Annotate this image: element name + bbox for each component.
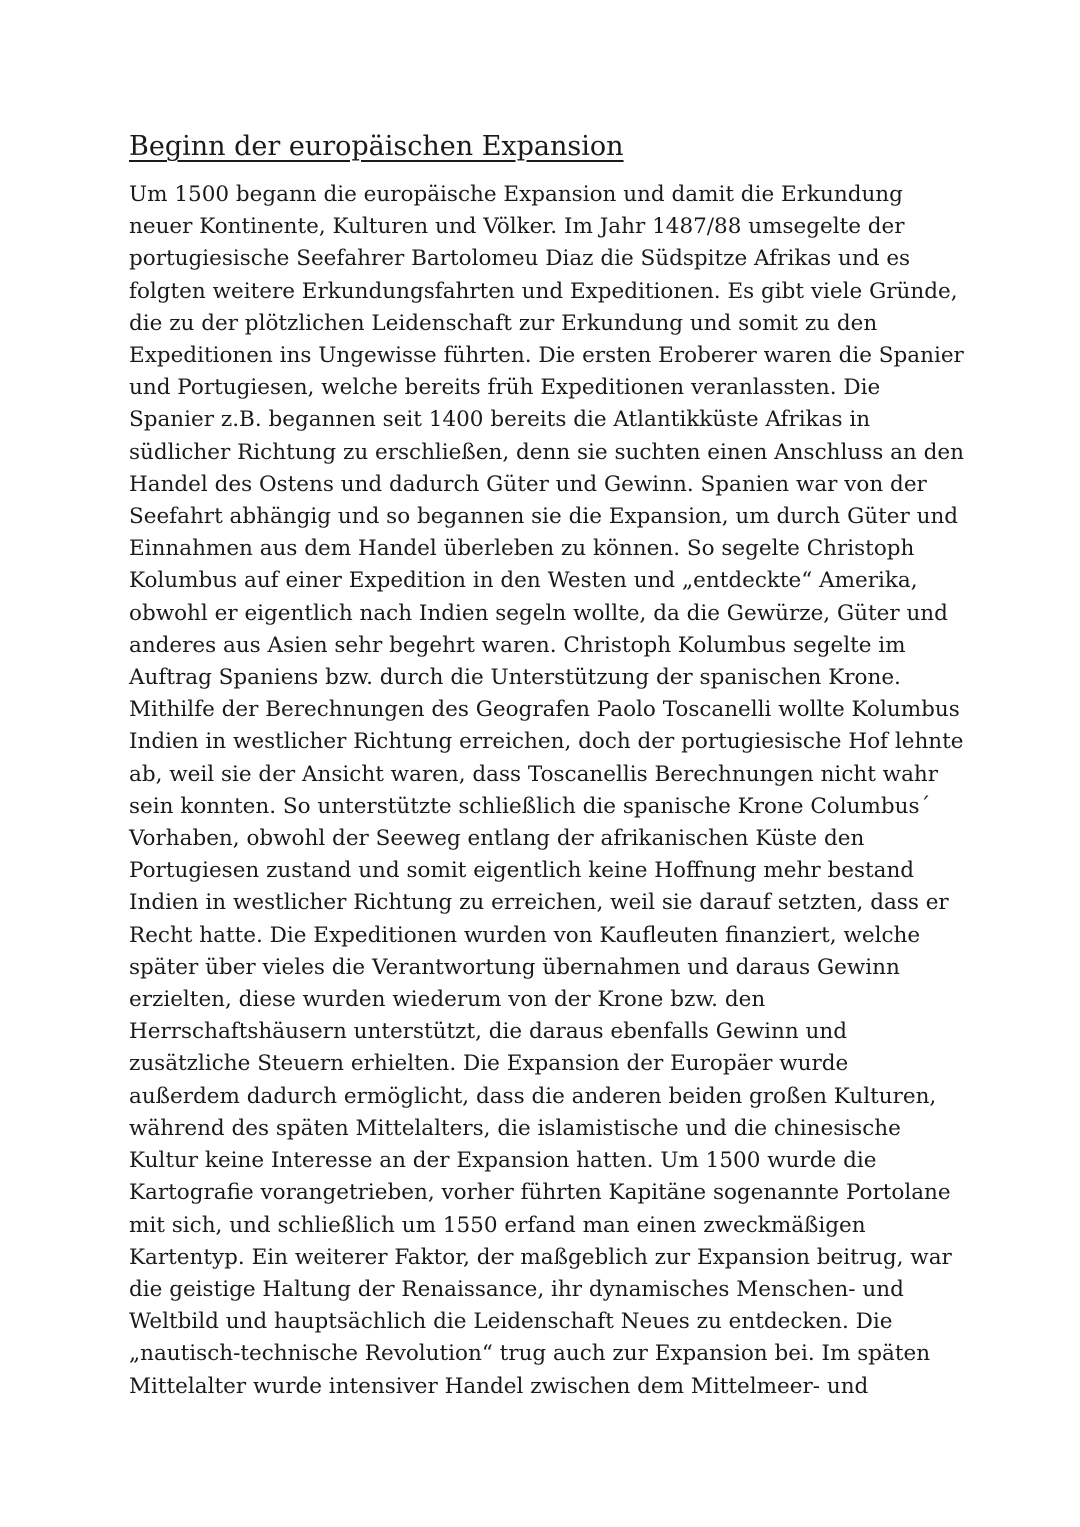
text-line: Indien in westlicher Richtung zu erreichen, weil sie darauf setzten, dass er xyxy=(129,890,949,916)
text-line: anderes aus Asien sehr begehrt waren. Christoph Kolumbus segelte im xyxy=(129,632,906,658)
text-line: Mittelalter wurde intensiver Handel zwischen dem Mittelmeer- und xyxy=(129,1373,869,1399)
text-line: „nautisch-technische Revolution“ trug auch zur Expansion bei. Im späten xyxy=(129,1341,931,1367)
text-line: Spanier z.B. begannen seit 1400 bereits die Atlantikküste Afrikas in xyxy=(129,407,871,433)
text-line: obwohl er eigentlich nach Indien segeln wollte, da die Gewürze, Güter und xyxy=(129,600,948,626)
document-body xyxy=(129,179,1029,1403)
text-line: Auftrag Spaniens bzw. durch die Unterstützung der spanischen Krone. xyxy=(129,665,901,691)
text-line: folgten weitere Erkundungsfahrten und Expeditionen. Es gibt viele Gründe, xyxy=(129,278,958,304)
text-line: Handel des Ostens und dadurch Güter und Gewinn. Spanien war von der xyxy=(129,471,927,497)
text-line: mit sich, und schließlich um 1550 erfand man einen zweckmäßigen xyxy=(129,1212,866,1238)
text-line: Recht hatte. Die Expeditionen wurden von Kaufleuten finanziert, welche xyxy=(129,922,921,948)
document-title: Beginn der europäischen Expansion xyxy=(129,131,624,162)
text-line: während des späten Mittelalters, die islamistische und die chinesische xyxy=(129,1115,901,1141)
text-line: später über vieles die Verantwortung übernahmen und daraus Gewinn xyxy=(129,954,900,980)
text-line: Portugiesen zustand und somit eigentlich keine Hoffnung mehr bestand xyxy=(129,858,915,884)
text-line: Kolumbus auf einer Expedition in den Westen und „entdeckte“ Amerika, xyxy=(129,568,918,594)
text-line: erzielten, diese wurden wiederum von der Krone bzw. den xyxy=(129,987,766,1013)
text-line: die zu der plötzlichen Leidenschaft zur Erkundung und somit zu den xyxy=(129,310,878,336)
text-line: außerdem dadurch ermöglicht, dass die anderen beiden großen Kulturen, xyxy=(129,1083,937,1109)
text-line: Herrschaftshäusern unterstützt, die daraus ebenfalls Gewinn und xyxy=(129,1019,847,1045)
text-line: sein konnten. So unterstützte schließlich die spanische Krone Columbus´ xyxy=(129,793,931,819)
text-line: Kartografie vorangetrieben, vorher führten Kapitäne sogenannte Portolane xyxy=(129,1180,951,1206)
text-line: neuer Kontinente, Kulturen und Völker. Im Jahr 1487/88 umsegelte der xyxy=(129,214,905,240)
text-line: zusätzliche Steuern erhielten. Die Expansion der Europäer wurde xyxy=(129,1051,849,1077)
text-line: Vorhaben, obwohl der Seeweg entlang der afrikanischen Küste den xyxy=(129,826,865,852)
text-line: portugiesische Seefahrer Bartolomeu Diaz die Südspitze Afrikas und es xyxy=(129,246,911,272)
text-line: die geistige Haltung der Renaissance, ihr dynamisches Menschen- und xyxy=(129,1276,904,1302)
text-line: Kultur keine Interesse an der Expansion hatten. Um 1500 wurde die xyxy=(129,1148,877,1174)
text-line: Kartentyp. Ein weiterer Faktor, der maßgeblich zur Expansion beitrug, war xyxy=(129,1244,952,1270)
text-line: und Portugiesen, welche bereits früh Expeditionen veranlassten. Die xyxy=(129,375,881,401)
text-line: Indien in westlicher Richtung erreichen, doch der portugiesische Hof lehnte xyxy=(129,729,964,755)
text-line: Mithilfe der Berechnungen des Geografen Paolo Toscanelli wollte Kolumbus xyxy=(129,697,960,723)
text-line: Einnahmen aus dem Handel überleben zu können. So segelte Christoph xyxy=(129,536,915,562)
text-line: Expeditionen ins Ungewisse führten. Die ersten Eroberer waren die Spanier xyxy=(129,343,964,369)
text-line: südlicher Richtung zu erschließen, denn sie suchten einen Anschluss an den xyxy=(129,439,964,465)
text-line: Seefahrt abhängig und so begannen sie die Expansion, um durch Güter und xyxy=(129,504,959,530)
text-line: Weltbild und hauptsächlich die Leidenschaft Neues zu entdecken. Die xyxy=(129,1309,893,1335)
text-line: Um 1500 begann die europäische Expansion und damit die Erkundung xyxy=(129,182,903,207)
text-line: ab, weil sie der Ansicht waren, dass Toscanellis Berechnungen nicht wahr xyxy=(129,761,939,787)
